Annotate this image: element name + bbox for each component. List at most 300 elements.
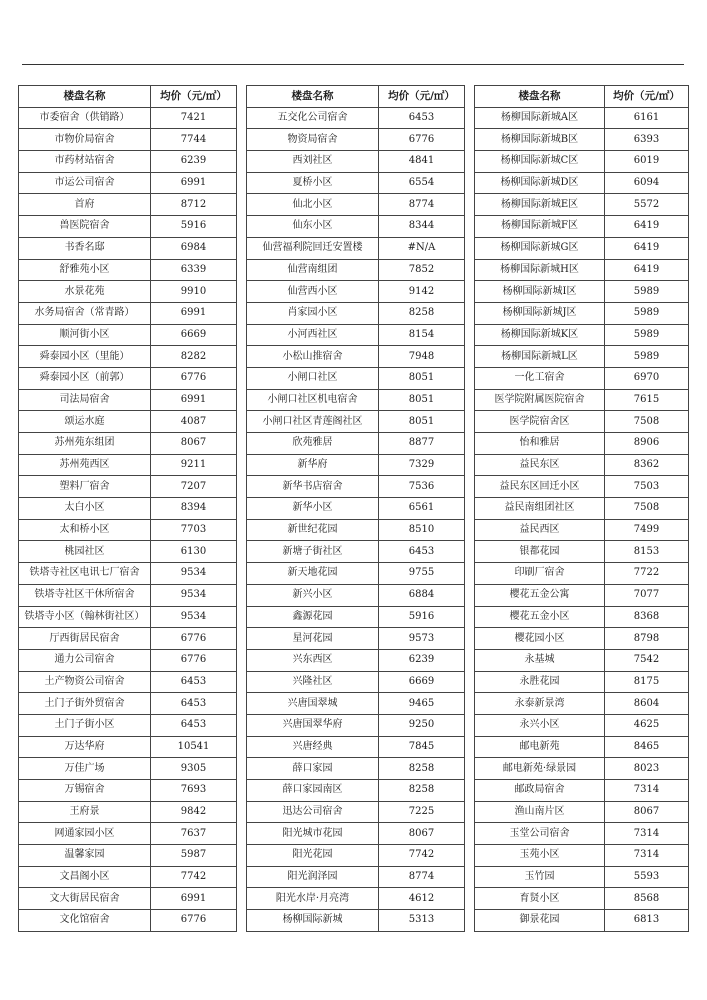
avg-price-cell: 7421 [151, 107, 237, 129]
estate-name-cell: 厅西街居民宿舍 [19, 628, 151, 650]
avg-price-cell: 8362 [605, 454, 689, 476]
estate-name-cell: 医学院附属医院宿舍 [475, 389, 605, 411]
table-row [247, 693, 465, 715]
estate-name-cell: 樱花五金公寓 [475, 584, 605, 606]
avg-price-cell: 9142 [379, 281, 465, 303]
estate-name-cell: 樱花五金小区 [475, 606, 605, 628]
avg-price-cell: 6419 [605, 237, 689, 259]
avg-price-cell: 7314 [605, 845, 689, 867]
estate-name-cell: 邮政局宿舍 [475, 780, 605, 802]
table-row [247, 389, 465, 411]
estate-name-cell: 薛口家园 [247, 758, 379, 780]
estate-name-cell: 杨柳国际新城C区 [475, 151, 605, 173]
avg-price-cell: 8394 [151, 498, 237, 520]
estate-name-cell: 阳光润泽园 [247, 866, 379, 888]
table-row [475, 671, 689, 693]
table-header-row [475, 86, 689, 108]
avg-price-cell: 5989 [605, 302, 689, 324]
avg-price-cell: 8023 [605, 758, 689, 780]
estate-name-cell: 鑫源花园 [247, 606, 379, 628]
estate-name-cell: 新兴小区 [247, 584, 379, 606]
table-row [475, 454, 689, 476]
estate-name-cell: 兴隆社区 [247, 671, 379, 693]
estate-name-cell: 杨柳国际新城I区 [475, 281, 605, 303]
table-row [19, 259, 237, 281]
table-row [475, 563, 689, 585]
estate-name-cell: 杨柳国际新城F区 [475, 216, 605, 238]
estate-name-cell: 王府景 [19, 801, 151, 823]
top-rule [22, 64, 684, 65]
avg-price-cell: 5313 [379, 910, 465, 932]
table-row [247, 606, 465, 628]
avg-price-cell: 7542 [605, 649, 689, 671]
table-row [475, 389, 689, 411]
table-row [19, 584, 237, 606]
estate-name-cell: 新塘子街社区 [247, 541, 379, 563]
table-row [475, 736, 689, 758]
table-row [247, 628, 465, 650]
avg-price-cell: 6453 [151, 693, 237, 715]
avg-price-cell: #N/A [379, 237, 465, 259]
avg-price-cell: 6453 [379, 541, 465, 563]
avg-price-cell: 10541 [151, 736, 237, 758]
estate-name-cell: 司法局宿舍 [19, 389, 151, 411]
table-row [475, 758, 689, 780]
table-row [19, 888, 237, 910]
avg-price-cell: 7703 [151, 519, 237, 541]
estate-name-cell: 桃园社区 [19, 541, 151, 563]
avg-price-cell: 5989 [605, 281, 689, 303]
table-row [475, 693, 689, 715]
estate-name-cell: 益民南组团社区 [475, 498, 605, 520]
avg-price-cell: 8175 [605, 671, 689, 693]
estate-name-cell: 印刷厂宿舍 [475, 563, 605, 585]
table-row [475, 845, 689, 867]
avg-price-cell: 8258 [379, 758, 465, 780]
avg-price-cell: 7508 [605, 498, 689, 520]
table-row [19, 129, 237, 151]
table-row [19, 389, 237, 411]
table-row [19, 367, 237, 389]
avg-price-cell: 4841 [379, 151, 465, 173]
estate-name-cell: 西刘社区 [247, 151, 379, 173]
table-row [19, 649, 237, 671]
estate-name-cell: 铁塔寺社区电讯七厂宿舍 [19, 563, 151, 585]
avg-price-cell: 8368 [605, 606, 689, 628]
header-price: 均价（元/㎡） [379, 86, 465, 108]
avg-price-cell: 8258 [379, 302, 465, 324]
estate-name-cell: 小闸口社区青莲阁社区 [247, 411, 379, 433]
avg-price-cell: 7693 [151, 780, 237, 802]
avg-price-cell: 6561 [379, 498, 465, 520]
avg-price-cell: 7845 [379, 736, 465, 758]
estate-name-cell: 水务局宿舍（常青路） [19, 302, 151, 324]
table-row [247, 541, 465, 563]
avg-price-cell: 7329 [379, 454, 465, 476]
table-row [475, 628, 689, 650]
avg-price-cell: 7742 [379, 845, 465, 867]
avg-price-cell: 6339 [151, 259, 237, 281]
estate-name-cell: 兴唐经典 [247, 736, 379, 758]
estate-name-cell: 迅达公司宿舍 [247, 801, 379, 823]
table-row [247, 758, 465, 780]
table-row [19, 758, 237, 780]
table-row [475, 476, 689, 498]
table-row [247, 281, 465, 303]
avg-price-cell: 8051 [379, 367, 465, 389]
estate-name-cell: 万锡宿舍 [19, 780, 151, 802]
table-row [475, 801, 689, 823]
avg-price-cell: 4087 [151, 411, 237, 433]
estate-name-cell: 仙东小区 [247, 216, 379, 238]
table-row [19, 194, 237, 216]
table-row [247, 888, 465, 910]
table-row [475, 606, 689, 628]
estate-name-cell: 通力公司宿舍 [19, 649, 151, 671]
avg-price-cell: 7615 [605, 389, 689, 411]
avg-price-cell: 6453 [379, 107, 465, 129]
estate-name-cell: 杨柳国际新城H区 [475, 259, 605, 281]
table-row [247, 823, 465, 845]
avg-price-cell: 6554 [379, 172, 465, 194]
estate-name-cell: 五交化公司宿舍 [247, 107, 379, 129]
avg-price-cell: 6884 [379, 584, 465, 606]
estate-name-cell: 苏州苑东组团 [19, 433, 151, 455]
avg-price-cell: 8154 [379, 324, 465, 346]
avg-price-cell: 6776 [151, 367, 237, 389]
table-row [475, 324, 689, 346]
estate-name-cell: 市药材站宿舍 [19, 151, 151, 173]
avg-price-cell: 6130 [151, 541, 237, 563]
table-row [247, 584, 465, 606]
table-row [19, 216, 237, 238]
estate-name-cell: 文昌阁小区 [19, 866, 151, 888]
avg-price-cell: 6453 [151, 714, 237, 736]
table-row [475, 107, 689, 129]
estate-name-cell: 益民东区 [475, 454, 605, 476]
avg-price-cell: 6094 [605, 172, 689, 194]
avg-price-cell: 7742 [151, 866, 237, 888]
avg-price-cell: 9534 [151, 606, 237, 628]
avg-price-cell: 9465 [379, 693, 465, 715]
table-row [247, 498, 465, 520]
avg-price-cell: 6419 [605, 216, 689, 238]
estate-name-cell: 舜泰园小区（前郭） [19, 367, 151, 389]
table-row [19, 107, 237, 129]
avg-price-cell: 5916 [151, 216, 237, 238]
table-row [475, 714, 689, 736]
table-row [247, 107, 465, 129]
estate-name-cell: 永兴小区 [475, 714, 605, 736]
table-row [475, 866, 689, 888]
table-row [475, 129, 689, 151]
table-header-row [19, 86, 237, 108]
estate-name-cell: 杨柳国际新城L区 [475, 346, 605, 368]
estate-name-cell: 土产物资公司宿舍 [19, 671, 151, 693]
avg-price-cell: 6669 [151, 324, 237, 346]
table-row [19, 628, 237, 650]
table-row [19, 346, 237, 368]
avg-price-cell: 9910 [151, 281, 237, 303]
avg-price-cell: 6991 [151, 172, 237, 194]
estate-name-cell: 太白小区 [19, 498, 151, 520]
estate-name-cell: 万达华府 [19, 736, 151, 758]
table-row [475, 519, 689, 541]
table-row [19, 541, 237, 563]
estate-name-cell: 顺河街小区 [19, 324, 151, 346]
estate-name-cell: 夏桥小区 [247, 172, 379, 194]
estate-name-cell: 杨柳国际新城E区 [475, 194, 605, 216]
estate-name-cell: 仙营西小区 [247, 281, 379, 303]
estate-name-cell: 杨柳国际新城K区 [475, 324, 605, 346]
table-row [19, 281, 237, 303]
table-row [19, 151, 237, 173]
price-table-2 [246, 85, 465, 932]
avg-price-cell: 8067 [151, 433, 237, 455]
estate-name-cell: 文化馆宿舍 [19, 910, 151, 932]
estate-name-cell: 兽医院宿舍 [19, 216, 151, 238]
estate-name-cell: 杨柳国际新城B区 [475, 129, 605, 151]
table-row [19, 324, 237, 346]
avg-price-cell: 8568 [605, 888, 689, 910]
table-row [247, 367, 465, 389]
table-row [247, 476, 465, 498]
table-row [475, 541, 689, 563]
avg-price-cell: 8344 [379, 216, 465, 238]
table-row [19, 845, 237, 867]
table-row [247, 714, 465, 736]
header-price: 均价（元/㎡） [605, 86, 689, 108]
avg-price-cell: 8067 [379, 823, 465, 845]
avg-price-cell: 9755 [379, 563, 465, 585]
avg-price-cell: 7314 [605, 780, 689, 802]
avg-price-cell: 5989 [605, 346, 689, 368]
table-row [19, 866, 237, 888]
estate-name-cell: 杨柳国际新城 [247, 910, 379, 932]
table-row [19, 172, 237, 194]
estate-name-cell: 御景花园 [475, 910, 605, 932]
avg-price-cell: 9534 [151, 584, 237, 606]
table-row [19, 237, 237, 259]
table-row [19, 693, 237, 715]
table-row [247, 845, 465, 867]
estate-name-cell: 水景花苑 [19, 281, 151, 303]
avg-price-cell: 7637 [151, 823, 237, 845]
avg-price-cell: 6161 [605, 107, 689, 129]
avg-price-cell: 6991 [151, 389, 237, 411]
estate-name-cell: 铁塔寺小区（翰林街社区） [19, 606, 151, 628]
avg-price-cell: 7077 [605, 584, 689, 606]
table-row [475, 649, 689, 671]
table-row [475, 411, 689, 433]
estate-name-cell: 新天地花园 [247, 563, 379, 585]
avg-price-cell: 8877 [379, 433, 465, 455]
avg-price-cell: 4612 [379, 888, 465, 910]
avg-price-cell: 6776 [151, 910, 237, 932]
estate-name-cell: 新世纪花园 [247, 519, 379, 541]
table-row [247, 346, 465, 368]
table-row [475, 888, 689, 910]
avg-price-cell: 8465 [605, 736, 689, 758]
table-row [247, 433, 465, 455]
header-name: 楼盘名称 [475, 86, 605, 108]
estate-name-cell: 邮电新苑·绿景园 [475, 758, 605, 780]
estate-name-cell: 医学院宿舍区 [475, 411, 605, 433]
avg-price-cell: 7503 [605, 476, 689, 498]
avg-price-cell: 6453 [151, 671, 237, 693]
avg-price-cell: 6991 [151, 302, 237, 324]
table-row [475, 194, 689, 216]
table-row [247, 910, 465, 932]
estate-name-cell: 一化工宿舍 [475, 367, 605, 389]
avg-price-cell: 7948 [379, 346, 465, 368]
table-row [19, 606, 237, 628]
table-row [247, 780, 465, 802]
table-row [475, 259, 689, 281]
table-row [247, 151, 465, 173]
table-row [475, 910, 689, 932]
table-row [247, 563, 465, 585]
table-row [247, 194, 465, 216]
table-row [475, 302, 689, 324]
estate-name-cell: 杨柳国际新城A区 [475, 107, 605, 129]
table-row [475, 151, 689, 173]
estate-name-cell: 阳光城市花园 [247, 823, 379, 845]
avg-price-cell: 7536 [379, 476, 465, 498]
table-row [19, 671, 237, 693]
avg-price-cell: 9250 [379, 714, 465, 736]
avg-price-cell: 6019 [605, 151, 689, 173]
estate-name-cell: 仙营福利院回迁安置楼 [247, 237, 379, 259]
estate-name-cell: 樱花园小区 [475, 628, 605, 650]
estate-name-cell: 怡和雅居 [475, 433, 605, 455]
avg-price-cell: 8051 [379, 411, 465, 433]
estate-name-cell: 银都花园 [475, 541, 605, 563]
estate-name-cell: 仙营南组团 [247, 259, 379, 281]
avg-price-cell: 7225 [379, 801, 465, 823]
table-row [247, 411, 465, 433]
estate-name-cell: 土门子街小区 [19, 714, 151, 736]
table-row [247, 259, 465, 281]
avg-price-cell: 5916 [379, 606, 465, 628]
table-row [247, 736, 465, 758]
table-row [247, 519, 465, 541]
estate-name-cell: 舜泰园小区（里能） [19, 346, 151, 368]
table-row [475, 237, 689, 259]
avg-price-cell: 6776 [151, 628, 237, 650]
table-row [19, 801, 237, 823]
estate-name-cell: 育贤小区 [475, 888, 605, 910]
avg-price-cell: 8774 [379, 866, 465, 888]
estate-name-cell: 物资局宿舍 [247, 129, 379, 151]
table-row [19, 780, 237, 802]
avg-price-cell: 6669 [379, 671, 465, 693]
avg-price-cell: 6970 [605, 367, 689, 389]
estate-name-cell: 阳光花园 [247, 845, 379, 867]
estate-name-cell: 小松山推宿舍 [247, 346, 379, 368]
avg-price-cell: 8906 [605, 433, 689, 455]
estate-name-cell: 新华小区 [247, 498, 379, 520]
avg-price-cell: 7508 [605, 411, 689, 433]
avg-price-cell: 7207 [151, 476, 237, 498]
estate-name-cell: 仙北小区 [247, 194, 379, 216]
estate-name-cell: 兴唐国翠华府 [247, 714, 379, 736]
header-name: 楼盘名称 [247, 86, 379, 108]
estate-name-cell: 杨柳国际新城G区 [475, 237, 605, 259]
table-row [475, 584, 689, 606]
estate-name-cell: 玉竹园 [475, 866, 605, 888]
estate-name-cell: 薛口家园南区 [247, 780, 379, 802]
estate-name-cell: 玉苑小区 [475, 845, 605, 867]
table-row [19, 823, 237, 845]
estate-name-cell: 新华府 [247, 454, 379, 476]
table-row [19, 433, 237, 455]
table-row [475, 498, 689, 520]
avg-price-cell: 6393 [605, 129, 689, 151]
table-row [247, 129, 465, 151]
table-row [19, 563, 237, 585]
table-row [475, 346, 689, 368]
table-row [247, 237, 465, 259]
estate-name-cell: 文大街居民宿舍 [19, 888, 151, 910]
table-row [247, 671, 465, 693]
estate-name-cell: 舒雅苑小区 [19, 259, 151, 281]
table-row [247, 302, 465, 324]
estate-name-cell: 土门子街外贸宿舍 [19, 693, 151, 715]
table-row [475, 281, 689, 303]
avg-price-cell: 9573 [379, 628, 465, 650]
table-row [19, 302, 237, 324]
estate-name-cell: 兴东西区 [247, 649, 379, 671]
avg-price-cell: 6776 [379, 129, 465, 151]
table-row [19, 519, 237, 541]
avg-price-cell: 8712 [151, 194, 237, 216]
table-row [475, 433, 689, 455]
avg-price-cell: 6239 [379, 649, 465, 671]
header-price: 均价（元/㎡） [151, 86, 237, 108]
table-row [19, 476, 237, 498]
avg-price-cell: 8258 [379, 780, 465, 802]
table-row [247, 866, 465, 888]
estate-name-cell: 益民东区回迁小区 [475, 476, 605, 498]
avg-price-cell: 6813 [605, 910, 689, 932]
estate-name-cell: 小闸口社区 [247, 367, 379, 389]
avg-price-cell: 8067 [605, 801, 689, 823]
avg-price-cell: 7744 [151, 129, 237, 151]
estate-name-cell: 网通家园小区 [19, 823, 151, 845]
estate-name-cell: 太和桥小区 [19, 519, 151, 541]
avg-price-cell: 7852 [379, 259, 465, 281]
table-row [19, 714, 237, 736]
estate-name-cell: 益民西区 [475, 519, 605, 541]
estate-name-cell: 塑料厂宿舍 [19, 476, 151, 498]
estate-name-cell: 兴唐国翠城 [247, 693, 379, 715]
avg-price-cell: 8774 [379, 194, 465, 216]
estate-name-cell: 颂运水庭 [19, 411, 151, 433]
avg-price-cell: 8153 [605, 541, 689, 563]
estate-name-cell: 星河花园 [247, 628, 379, 650]
estate-name-cell: 杨柳国际新城J区 [475, 302, 605, 324]
estate-name-cell: 玉堂公司宿舍 [475, 823, 605, 845]
avg-price-cell: 7314 [605, 823, 689, 845]
table-row [247, 801, 465, 823]
avg-price-cell: 9305 [151, 758, 237, 780]
avg-price-cell: 5572 [605, 194, 689, 216]
table-row [247, 649, 465, 671]
avg-price-cell: 6991 [151, 888, 237, 910]
avg-price-cell: 9842 [151, 801, 237, 823]
estate-name-cell: 铁塔寺社区干休所宿舍 [19, 584, 151, 606]
